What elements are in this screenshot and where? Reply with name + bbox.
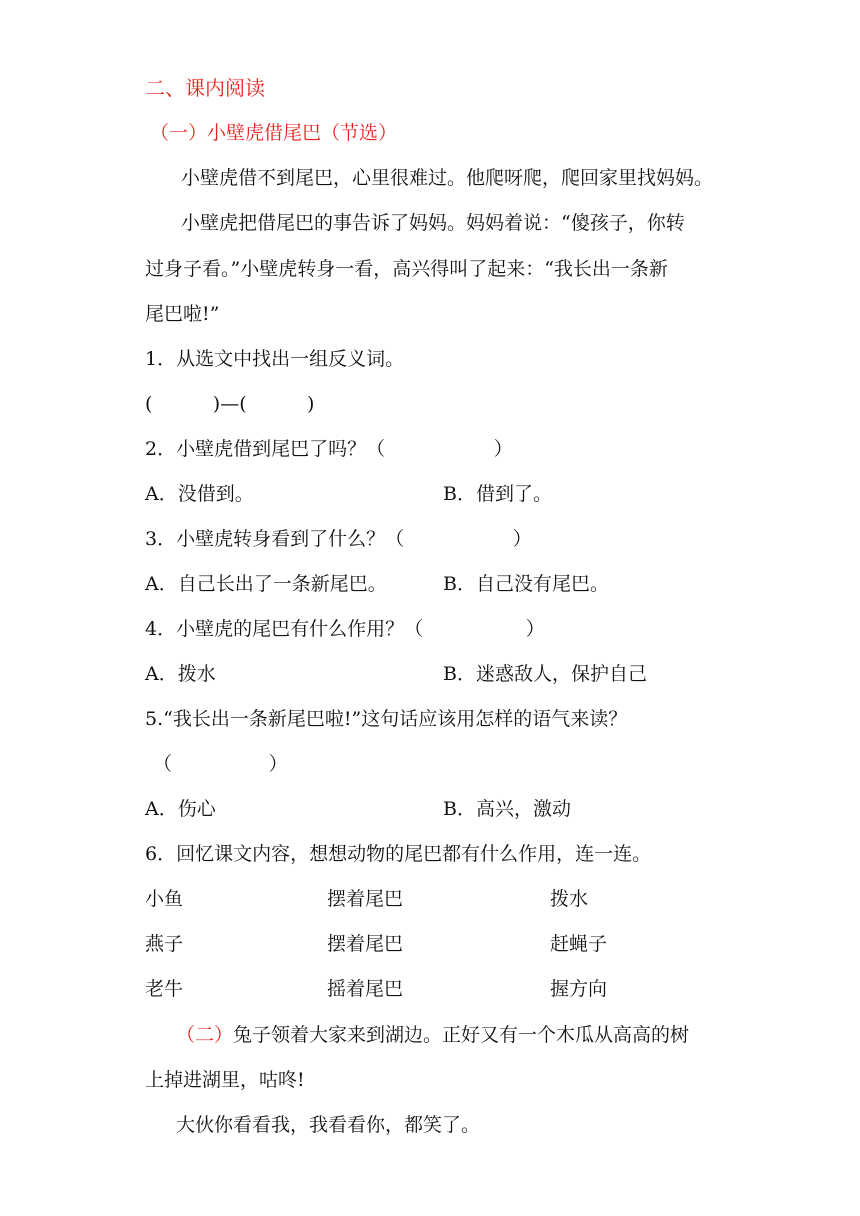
passage1-title: （一）小壁虎借尾巴（节选） [150,122,398,144]
answer-blank[interactable]: （ ） [153,753,288,775]
question-6: 6．回忆课文内容，想想动物的尾巴都有什么作用，连一连。 [145,843,652,865]
match-animal[interactable]: 燕子 [145,933,184,955]
match-animal[interactable]: 小鱼 [145,888,184,910]
question-2: 2．小壁虎借到尾巴了吗？（ ） [145,438,513,460]
passage2-text: 兔子领着大家来到湖边。正好又有一个木瓜从高高的树 [233,1024,690,1046]
question-1: 1．从选文中找出一组反义词。 [145,348,405,370]
option-a: A．自己长出了一条新尾巴。 [145,573,387,595]
option-a: A．没借到。 [145,483,254,505]
passage2-line: 上掉进湖里，咕咚! [145,1069,305,1091]
question-5: 5.“我长出一条新尾巴啦!”这句话应该用怎样的语气来读？ [145,708,628,730]
option-b: B．借到了。 [443,483,552,505]
question-4: 4．小壁虎的尾巴有什么作用？（ ） [145,618,545,640]
option-b: B．高兴，激动 [443,798,571,820]
match-use[interactable]: 拨水 [550,888,589,910]
passage2-label: （二） [176,1024,234,1046]
match-action[interactable]: 摆着尾巴 [327,888,404,910]
passage1-line: 小壁虎借不到尾巴，心里很难过。他爬呀爬，爬回家里找妈妈。 [181,167,714,189]
option-a: A．拨水 [145,663,216,685]
section-title: 二、课内阅读 [145,76,265,100]
match-use[interactable]: 握方向 [550,978,608,1000]
match-animal[interactable]: 老牛 [145,978,184,1000]
match-use[interactable]: 赶蝇子 [550,933,608,955]
passage2-line: 大伙你看看我，我看看你，都笑了。 [176,1114,481,1136]
answer-blank[interactable]: ( )—( ) [145,393,315,415]
passage1-line: 小壁虎把借尾巴的事告诉了妈妈。妈妈着说：“傻孩子，你转 [181,212,685,234]
passage1-line: 过身子看。”小壁虎转身一看，高兴得叫了起来：“我长出一条新 [145,258,668,280]
option-b: B．自己没有尾巴。 [443,573,609,595]
passage1-line: 尾巴啦!” [145,303,220,325]
option-b: B．迷惑敌人，保护自己 [443,663,647,685]
passage2-line [176,1026,689,1045]
option-a: A．伤心 [145,798,216,820]
match-action[interactable]: 摆着尾巴 [327,933,404,955]
match-action[interactable]: 摇着尾巴 [327,978,404,1000]
question-3: 3．小壁虎转身看到了什么？（ ） [145,528,532,550]
